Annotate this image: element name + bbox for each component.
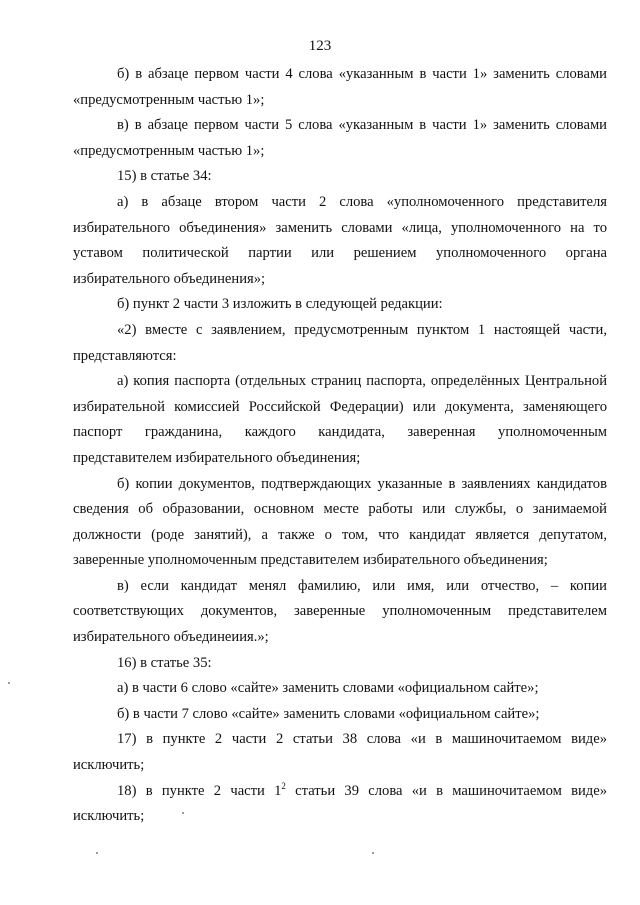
scan-speck	[182, 812, 184, 814]
paragraph-text: статьи 39 слова «и в машиночитаемом виде» исключить;	[73, 782, 607, 825]
paragraph: «2) вместе с заявлением, предусмотренным пунктом 1 настоящей части, представляются:	[73, 321, 607, 364]
document-body	[73, 62, 607, 830]
paragraph: 15) в статье 34:	[117, 168, 212, 185]
page-number: 123	[308, 38, 332, 54]
superscript: 2	[281, 780, 286, 791]
scan-speck	[96, 852, 98, 854]
paragraph: а) в абзаце втором части 2 слова «уполномоченного представителя избирательного объединения» заменить словами «лица, уполномоченного на то уставом политической партии или решением уполномоченного органа избирательного объединения»;	[73, 193, 607, 287]
paragraph: в) если кандидат менял фамилию, или имя, или отчество, – копии соответствующих документов, заверенные уполномоченным представителем избирательного объединеиия.»;	[73, 577, 607, 646]
paragraph: б) в части 7 слово «сайте» заменить словами «официальном сайте»;	[117, 705, 540, 722]
paragraph: а) в части 6 слово «сайте» заменить словами «официальном сайте»;	[117, 680, 539, 697]
paragraph: б) пункт 2 части 3 изложить в следующей редакции:	[117, 296, 443, 313]
scan-speck	[8, 682, 10, 684]
paragraph: в) в абзаце первом части 5 слова «указанным в части 1» заменить словами «предусмотренным частью 1»;	[73, 117, 607, 159]
paragraph: 17) в пункте 2 части 2 статьи 38 слова «и в машиночитаемом виде» исключить;	[73, 731, 607, 774]
scan-speck	[372, 852, 374, 854]
paragraph: 16) в статье 35:	[117, 654, 212, 671]
paragraph: б) копии документов, подтверждающих указанные в заявлениях кандидатов сведения об образовании, основном месте работы или службы, о занимаемой должности (роде занятий), а также о том, что кандидат является депутатом, заверенные уполномоченным представителем избирательного объединения;	[73, 475, 607, 569]
paragraph: б) в абзаце первом части 4 слова «указанным в части 1» заменить словами «предусмотренным частью 1»;	[73, 66, 607, 108]
paragraph	[73, 779, 607, 830]
paragraph-text: 18) в пункте 2 части 1	[117, 782, 282, 799]
paragraph: а) копия паспорта (отдельных страниц паспорта, определённых Центральной избирательной комиссией Российской Федерации) или документа, заменяющего паспорт гражданина, каждого кандидата, заверенная уполномоченным представителем избирательного объединения;	[73, 373, 607, 466]
